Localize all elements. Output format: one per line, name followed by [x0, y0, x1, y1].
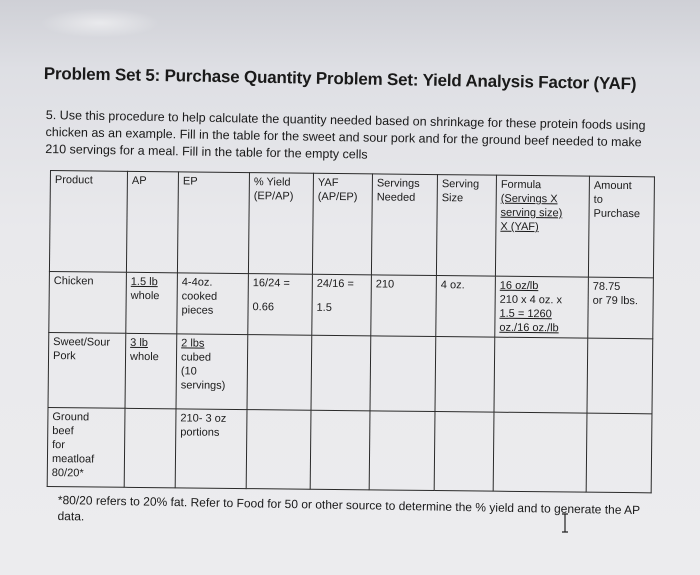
- table-header-row: [49, 171, 654, 278]
- cell-formula: [494, 337, 588, 413]
- cell-servings: [369, 411, 435, 491]
- cell-yaf: [310, 410, 370, 490]
- yield-table: [47, 170, 655, 493]
- table-row-ground-beef: [47, 407, 652, 492]
- intro-paragraph: 5. Use this procedure to help calculate the quantity needed based on shrinkage for these protein foods using chicken as an example. Fill in the table for the sweet and sour pork and for the ground beef needed to make 210 servings for a meal. Fill in the table for the empty cells: [45, 107, 646, 162]
- cell-product: Ground beef for meatloaf 80/20*: [47, 407, 125, 487]
- cell-ap: [124, 408, 176, 488]
- cell-yield: [246, 410, 311, 490]
- cell-servings: 210: [371, 275, 437, 337]
- cell-ap: 1.5 lb whole: [126, 272, 178, 334]
- header-ep: EP: [177, 172, 249, 274]
- cell-formula: 16 oz/lb 210 x 4 oz. x 1.5 = 1260 oz./16 oz./lb: [495, 276, 589, 338]
- formula-conversion-note: 16 oz/lb: [499, 279, 539, 293]
- cell-amount: [587, 338, 653, 414]
- page-title: Problem Set 5: Purchase Quantity Problem Set: Yield Analysis Factor (YAF): [43, 64, 637, 94]
- cell-yield: 16/24 = 0.66: [248, 274, 313, 336]
- cell-serving-size: [434, 412, 494, 492]
- cell-yaf: 24/16 = 1.5: [312, 274, 372, 336]
- cell-serving-size: [435, 337, 495, 413]
- cell-ep: 210- 3 oz portions: [175, 409, 247, 489]
- table-row-sweet-sour-pork: [48, 332, 653, 413]
- cell-serving-size: 4 oz.: [436, 276, 496, 338]
- cell-product: Sweet/Sour Pork: [48, 332, 126, 408]
- glare: [40, 8, 160, 38]
- yield-table-wrapper: [47, 170, 655, 493]
- header-formula: Formula (Servings X serving size) X (YAF): [495, 175, 589, 277]
- header-product: Product: [49, 171, 127, 273]
- cell-yaf: [311, 335, 371, 411]
- table-row-chicken: [49, 271, 654, 338]
- cell-product: Chicken: [49, 271, 127, 333]
- cell-amount: [586, 413, 652, 493]
- header-serving-size: Serving Size: [436, 175, 496, 277]
- cell-ap: 3 lb whole: [125, 333, 177, 409]
- header-amount: Amount to Purchase: [588, 176, 654, 278]
- header-yaf: YAF (AP/EP): [312, 173, 372, 275]
- cell-ep: 4-4oz. cooked pieces: [177, 273, 249, 335]
- cell-yield: [247, 335, 312, 411]
- text-cursor-icon: [561, 513, 569, 533]
- cell-ep: 2 lbs cubed (10 servings): [176, 334, 248, 410]
- header-yield: % Yield (EP/AP): [248, 173, 313, 275]
- footnote: *80/20 refers to 20% fat. Refer to Food for 50 or other source to determine the % yield and to generate the AP data.: [57, 492, 641, 524]
- cell-amount: 78.75 or 79 lbs.: [588, 277, 654, 339]
- cell-formula: [493, 412, 587, 492]
- header-servings: Servings Needed: [371, 174, 437, 276]
- header-ap: AP: [126, 171, 178, 273]
- cell-servings: [370, 336, 436, 412]
